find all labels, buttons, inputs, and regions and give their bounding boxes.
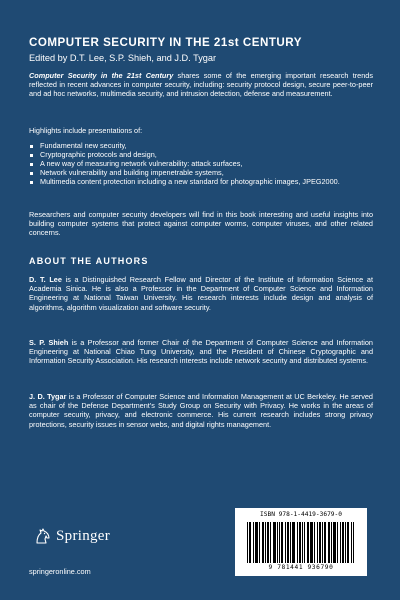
publisher-name: Springer: [56, 527, 111, 544]
editors-line: Edited by D.T. Lee, S.P. Shieh, and J.D. Tygar: [29, 53, 217, 63]
highlights-intro: Highlights include presentations of:: [29, 126, 143, 135]
closing-paragraph: Researchers and computer security developers will find in this book interesting and useful insights into building computer systems that protect against computer worms, computer viruses, and other related concerns.: [29, 210, 373, 238]
highlight-item: Network vulnerability and building impenetrable systems,: [29, 169, 369, 178]
highlight-item: Multimedia content protection including a new standard for photographic images, JPEG2000.: [29, 178, 369, 187]
intro-book-title: Computer Security in the 21st Century: [29, 71, 174, 80]
author-bio-text: is a Professor and former Chair of the Department of Computer Science and Information Engineering at National Chiao Tung University, and the President of Chinese Cryptographic and Information Security Association. His research interests include network security and distributed systems.: [29, 338, 373, 366]
isbn-text: ISBN 978-1-4419-3679-0: [260, 511, 342, 518]
about-authors-heading: ABOUT THE AUTHORS: [29, 256, 149, 266]
author-name: S. P. Shieh: [29, 338, 69, 347]
highlight-item: A new way of measuring network vulnerability: attack surfaces,: [29, 160, 369, 169]
highlight-item: Cryptographic protocols and design,: [29, 151, 369, 160]
author-bio-text: is a Professor of Computer Science and Information Management at UC Berkeley. He served as chair of the Defense Department's Study Group on Security with Privacy. He works in the areas of computer security, privacy, and electronic commerce. His current research includes strong privacy protections, security issues in sensor webs, and digital rights management.: [29, 392, 373, 429]
book-title: COMPUTER SECURITY IN THE 21st CENTURY: [29, 36, 302, 49]
author-bio-text: is a Distinguished Research Fellow and Director of the Institute of Information Science at Academia Sinica. He is also a Professor in the Department of Computer Science and Information Engineering at National Taiwan University. His research interests include design and analysis of algorithms, algorithm visualization and software security.: [29, 275, 373, 312]
springer-horse-icon: [34, 527, 52, 545]
author-name: J. D. Tygar: [29, 392, 67, 401]
highlight-item: Fundamental new security,: [29, 142, 369, 151]
barcode-image: [247, 522, 355, 563]
barcode-number: 9 781441 936790: [268, 564, 334, 571]
author-bio-lee: [29, 275, 373, 312]
author-name: D. T. Lee: [29, 275, 62, 284]
barcode-panel: [235, 508, 367, 576]
highlights-list: [29, 142, 369, 187]
intro-text: shares some of the emerging important research trends reflected in recent advances in computer security, including: security protocol design, secure peer-to-peer and ad hoc networks, multimedia security, and intrusion detection, defense and measurement.: [29, 71, 373, 99]
publisher-logo: [34, 527, 110, 545]
intro-paragraph: [29, 71, 373, 99]
publisher-url: springeronline.com: [29, 567, 91, 576]
author-bio-shieh: [29, 338, 373, 366]
author-bio-tygar: [29, 392, 373, 429]
